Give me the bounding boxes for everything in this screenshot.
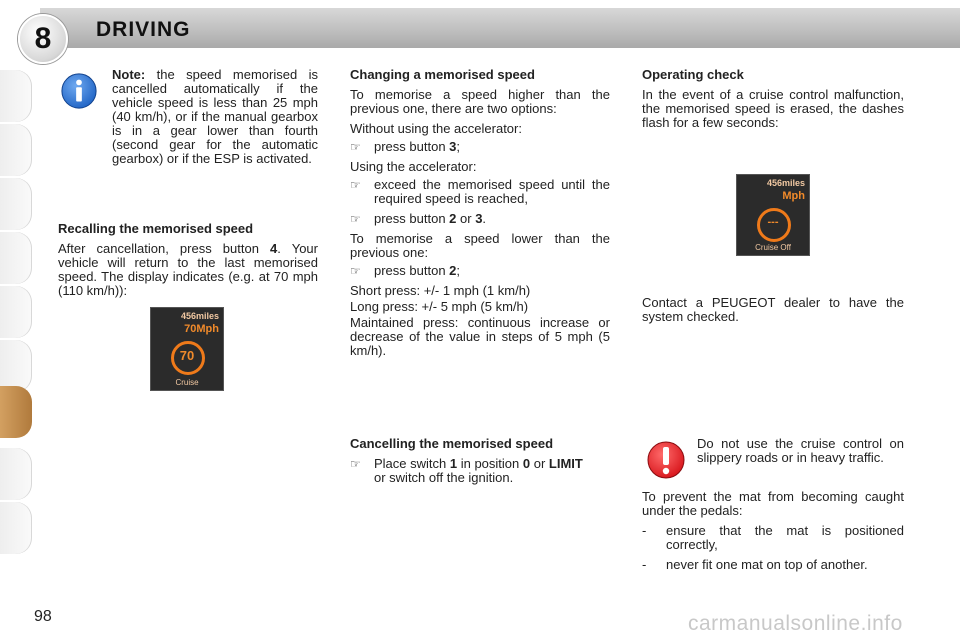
list-item: ☞ press button 2; [350, 263, 461, 278]
long-press: Long press: +/- 5 mph (5 km/h) [350, 299, 529, 314]
chapter-side-tabs [0, 70, 34, 580]
display-ring-value: 70 [179, 348, 195, 363]
list-item: ☞ exceed the memorised speed until the required speed is reached, [350, 177, 610, 206]
list-item: ☞ Place switch 1 in position 0 or LIMIT or switch off the ignition. [350, 456, 583, 485]
recalling-button-ref: 4 [270, 241, 278, 256]
display-odometer: 456miles [766, 178, 805, 188]
display-speed: 70Mph [184, 323, 219, 335]
side-tab[interactable] [0, 286, 32, 338]
display-odometer: 456miles [180, 311, 219, 321]
pointing-hand-icon: ☞ [350, 457, 361, 471]
mat-intro: To prevent the mat from becoming caught under the pedals: [642, 489, 904, 518]
cancelling-block [350, 437, 612, 491]
note-block [58, 68, 318, 172]
cruise-display-image [150, 307, 224, 391]
display-status: Cruise [175, 378, 199, 387]
warning-block [697, 437, 904, 471]
recalling-text-pre: After cancellation, press button [58, 241, 271, 256]
recalling-heading: Recalling the memorised speed [58, 221, 254, 236]
side-tab[interactable] [0, 448, 32, 500]
side-tab[interactable] [0, 124, 32, 176]
side-tab-active[interactable] [0, 386, 32, 438]
cancelling-heading: Cancelling the memorised speed [350, 436, 554, 451]
changing-intro: To memorise a speed higher than the previous one, there are two options: [350, 87, 610, 116]
short-press: Short press: +/- 1 mph (1 km/h) [350, 283, 531, 298]
operating-block [642, 68, 904, 136]
list-item: ☞ press button 3; [350, 139, 461, 154]
display-speed: Mph [782, 190, 805, 202]
using-accelerator: Using the accelerator: [350, 159, 477, 174]
without-accelerator: Without using the accelerator: [350, 121, 522, 136]
pointing-hand-icon: ☞ [350, 140, 361, 154]
contact-dealer-block [642, 296, 904, 330]
note-label: Note: [112, 67, 146, 82]
operating-heading: Operating check [642, 67, 744, 82]
changing-block [350, 68, 610, 364]
pointing-hand-icon: ☞ [350, 212, 361, 226]
side-tab[interactable] [0, 232, 32, 284]
page-title: DRIVING [96, 18, 191, 41]
display-ring-value: --- [767, 216, 779, 228]
watermark: carmanualsonline.info [688, 612, 903, 635]
warning-icon [646, 440, 686, 480]
display-status: Cruise Off [755, 243, 791, 252]
mat-block [642, 490, 904, 578]
list-item: - never fit one mat on top of another. [642, 557, 868, 572]
list-item: - ensure that the mat is positioned correctly, [642, 523, 904, 552]
chapter-number-badge: 8 [18, 14, 68, 64]
lower-speed-intro: To memorise a speed lower than the previous one: [350, 231, 610, 260]
warning-text: Do not use the cruise control on slippery roads or in heavy traffic. [697, 436, 904, 465]
side-tab[interactable] [0, 178, 32, 230]
side-tab[interactable] [0, 340, 32, 392]
recalling-text-post: . Your vehicle will return to the last memorised speed. The display indicates (e.g. at 70 mph (110 km/h)): [58, 241, 318, 298]
contact-dealer-text: Contact a PEUGEOT dealer to have the system checked. [642, 295, 904, 324]
side-tab[interactable] [0, 70, 32, 122]
pointing-hand-icon: ☞ [350, 264, 361, 278]
side-tab[interactable] [0, 502, 32, 554]
note-text: the speed memorised is cancelled automatically if the vehicle speed is less than 25 mph (40 km/h), or if the manual gearbox is in a gear lower than fourth (second gear for the automatic gearbox) or if the ESP is activated. [112, 67, 318, 166]
page-number: 98 [34, 608, 52, 625]
pointing-hand-icon: ☞ [350, 178, 361, 192]
recalling-block [58, 222, 318, 304]
maintained-press: Maintained press: continuous increase or decrease of the value in steps of 5 mph (5 km/h). [350, 315, 610, 358]
list-item: ☞ press button 2 or 3. [350, 211, 487, 226]
changing-heading: Changing a memorised speed [350, 67, 535, 82]
cruise-off-display-image [736, 174, 810, 256]
operating-text: In the event of a cruise control malfunction, the memorised speed is erased, the dashes flash for a few seconds: [642, 87, 904, 130]
